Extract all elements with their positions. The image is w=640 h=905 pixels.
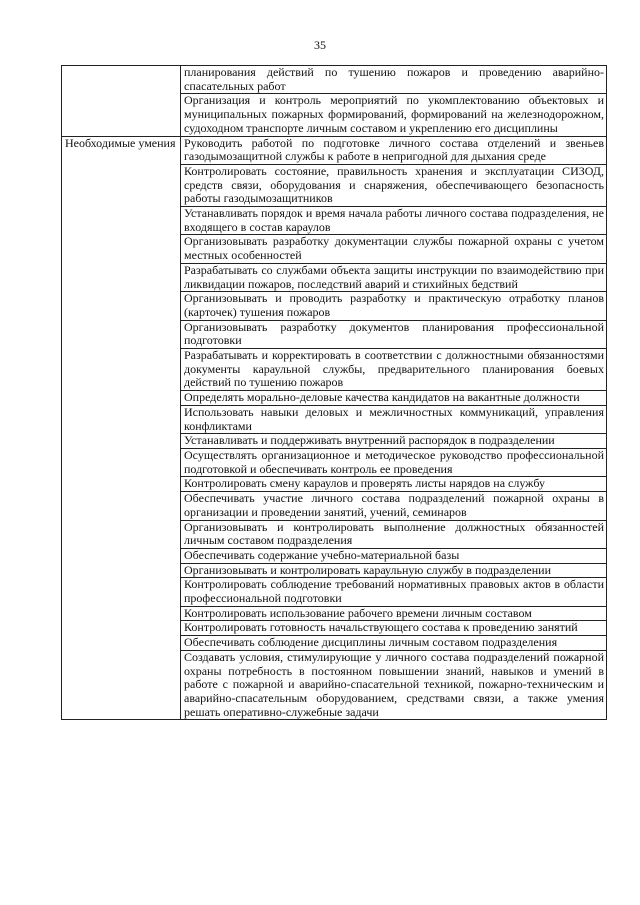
table-row [62, 136, 607, 164]
competency-item: Организовывать разработку документации службы пожарной охраны с учетом местных особенностей [181, 235, 607, 263]
competency-item: Организовывать разработку документов планирования профессиональной подготовки [181, 320, 607, 348]
competency-item: Контролировать использование рабочего времени личным составом [181, 606, 607, 621]
competency-item: планирования действий по тушению пожаров и проведению аварийно-спасательных работ [181, 66, 607, 94]
competency-item: Контролировать готовность начальствующего состава к проведению занятий [181, 621, 607, 636]
competency-item: Обеспечивать содержание учебно-материальной базы [181, 548, 607, 563]
section-label [62, 66, 181, 137]
competency-item: Организация и контроль мероприятий по укомплектованию объектовых и муниципальных пожарных формирований, формирований на железнодорожном, судоходном транспорте личным составом и укреплению его дисциплины [181, 94, 607, 136]
competency-item: Организовывать и проводить разработку и практическую отработку планов (карточек) тушения пожаров [181, 292, 607, 320]
page-number: 35 [314, 38, 326, 52]
competency-item: Устанавливать порядок и время начала работы личного состава подразделения, не входящего в состав караулов [181, 207, 607, 235]
competency-item: Создавать условия, стимулирующие у личного состава подразделений пожарной охраны потребность в постоянном повышении знаний, навыков и умений в работе с пожарной и аварийно-спасательной техникой, пожарно-техническим и аварийно-спасательным оборудованием, средствами связи, а также умения решать оперативно-служебные задачи [181, 650, 607, 720]
competency-item: Контролировать состояние, правильность хранения и эксплуатации СИЗОД, средств связи, оборудования и снаряжения, обеспечивающего безопасность работы газодымозащитников [181, 164, 607, 206]
competency-table [61, 65, 607, 720]
competency-item: Использовать навыки деловых и межличностных коммуникаций, управления конфликтами [181, 405, 607, 433]
competency-item: Разрабатывать и корректировать в соответствии с должностными обязанностями документы караульной службы, предварительного планирования боевых действий по тушению пожаров [181, 349, 607, 391]
competency-item: Определять морально-деловые качества кандидатов на вакантные должности [181, 391, 607, 406]
competency-item: Осуществлять организационное и методическое руководство профессиональной подготовкой и обеспечивать контроль ее проведения [181, 448, 607, 476]
table-row [62, 66, 607, 94]
competency-item: Обеспечивать участие личного состава подразделений пожарной охраны в организации и проведении занятий, учений, семинаров [181, 492, 607, 520]
competency-item: Контролировать соблюдение требований нормативных правовых актов в области профессиональной подготовки [181, 578, 607, 606]
section-label: Необходимые умения [62, 136, 181, 720]
competency-item: Организовывать и контролировать караульную службу в подразделении [181, 563, 607, 578]
competency-item: Обеспечивать соблюдение дисциплины личным составом подразделения [181, 636, 607, 651]
competency-item: Организовывать и контролировать выполнение должностных обязанностей личным составом подразделения [181, 520, 607, 548]
table-body [62, 66, 607, 720]
competency-item: Руководить работой по подготовке личного состава отделений и звеньев газодымозащитной службы к работе в непригодной для дыхания среде [181, 136, 607, 164]
competency-item: Контролировать смену караулов и проверять листы нарядов на службу [181, 477, 607, 492]
competency-item: Разрабатывать со службами объекта защиты инструкции по взаимодействию при ликвидации пожаров, последствий аварий и стихийных бедствий [181, 263, 607, 291]
competency-item: Устанавливать и поддерживать внутренний распорядок в подразделении [181, 434, 607, 449]
